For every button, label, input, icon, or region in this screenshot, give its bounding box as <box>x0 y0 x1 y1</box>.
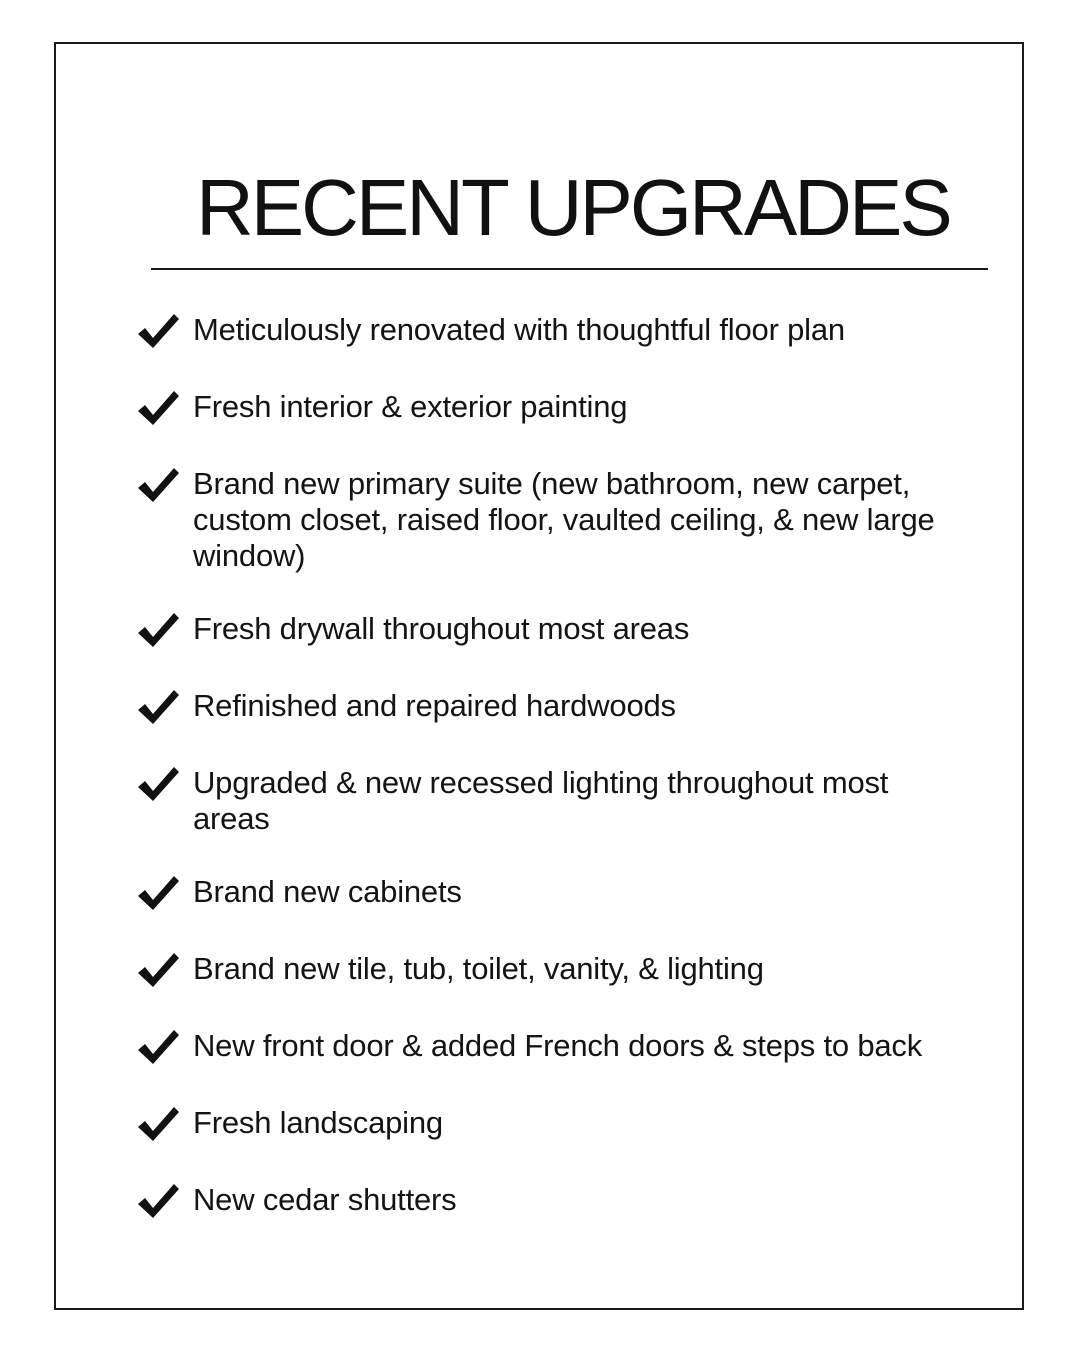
checkmark-icon <box>136 1182 184 1222</box>
list-item <box>132 1105 972 1145</box>
checkmark-icon <box>136 312 184 352</box>
list-item-label: Fresh landscaping <box>193 1105 443 1140</box>
list-item <box>132 611 972 651</box>
list-item-label: Fresh drywall throughout most areas <box>193 611 690 646</box>
list-item-label: Upgraded & new recessed lighting throughout most areas <box>193 765 889 836</box>
list-item-label: Meticulously renovated with thoughtful floor plan <box>193 312 845 347</box>
list-item-label: Refinished and repaired hardwoods <box>193 688 676 723</box>
list-item <box>132 1182 972 1222</box>
list-item <box>132 688 972 728</box>
title-divider <box>151 268 988 270</box>
list-item <box>132 874 972 914</box>
list-item-label: Brand new cabinets <box>193 874 462 909</box>
list-item-label: Fresh interior & exterior painting <box>193 389 628 424</box>
list-item <box>132 765 972 837</box>
list-item-label: Brand new tile, tub, toilet, vanity, & lighting <box>193 951 764 986</box>
checkmark-icon <box>136 1105 184 1145</box>
upgrades-list <box>132 312 972 1259</box>
list-item <box>132 951 972 991</box>
checkmark-icon <box>136 874 184 914</box>
checkmark-icon <box>136 765 184 805</box>
checkmark-icon <box>136 951 184 991</box>
checkmark-icon <box>136 611 184 651</box>
list-item-label: Brand new primary suite (new bathroom, new carpet, custom closet, raised floor, vaulted ceiling, & new large window) <box>193 466 935 573</box>
list-item <box>132 466 972 574</box>
checkmark-icon <box>136 1028 184 1068</box>
list-item <box>132 312 972 352</box>
checkmark-icon <box>136 466 184 506</box>
checkmark-icon <box>136 389 184 429</box>
list-item-label: New front door & added French doors & steps to back <box>193 1028 923 1063</box>
checkmark-icon <box>136 688 184 728</box>
list-item <box>132 1028 972 1068</box>
list-item <box>132 389 972 429</box>
page-title: RECENT UPGRADES <box>196 163 950 252</box>
list-item-label: New cedar shutters <box>193 1182 457 1217</box>
